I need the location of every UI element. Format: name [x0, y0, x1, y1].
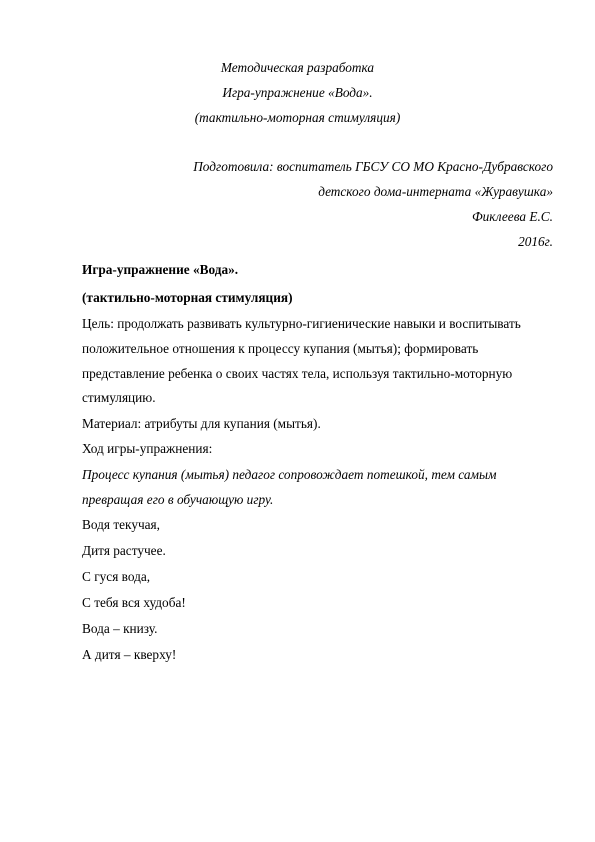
poem-line-4: С тебя вся худоба!	[82, 595, 186, 610]
poem-line-2: Дитя растучее.	[82, 543, 166, 558]
poem-line-6: А дитя – кверху!	[82, 647, 177, 662]
goal-line-2: положительное отношения к процессу купания (мытья); формировать	[82, 341, 479, 356]
body-subtitle: (тактильно-моторная стимуляция)	[82, 290, 293, 305]
process-line-2: превращая его в обучающую игру.	[82, 492, 274, 507]
header-line-1: Методическая разработка	[220, 60, 375, 75]
header-line-3: (тактильно-моторная стимуляция)	[194, 110, 401, 125]
author-year: 2016г.	[518, 234, 553, 249]
author-line-2: детского дома-интерната «Журавушка»	[318, 184, 553, 199]
course-label: Ход игры-упражнения:	[82, 441, 213, 456]
material-line: Материал: атрибуты для купания (мытья).	[82, 416, 321, 431]
goal-line-1: Цель: продолжать развивать культурно-гигиенические навыки и воспитывать	[82, 316, 521, 331]
goal-line-3: представление ребенка о своих частях тела, используя тактильно-моторную	[82, 366, 513, 381]
poem-line-5: Вода – книзу.	[82, 621, 158, 636]
process-line-1: Процесс купания (мытья) педагог сопровождает потешкой, тем самым	[82, 467, 497, 482]
poem-line-1: Водя текучая,	[82, 517, 161, 532]
poem-line-3: С гуся вода,	[82, 569, 151, 584]
body-title: Игра-упражнение «Вода».	[82, 262, 239, 277]
author-line-1: Подготовила: воспитатель ГБСУ СО МО Красно-Дубравского	[193, 159, 553, 174]
author-name: Фиклеева Е.С.	[471, 209, 553, 224]
goal-line-4: стимуляцию.	[82, 390, 156, 405]
header-line-2: Игра-упражнение «Вода».	[222, 85, 373, 100]
